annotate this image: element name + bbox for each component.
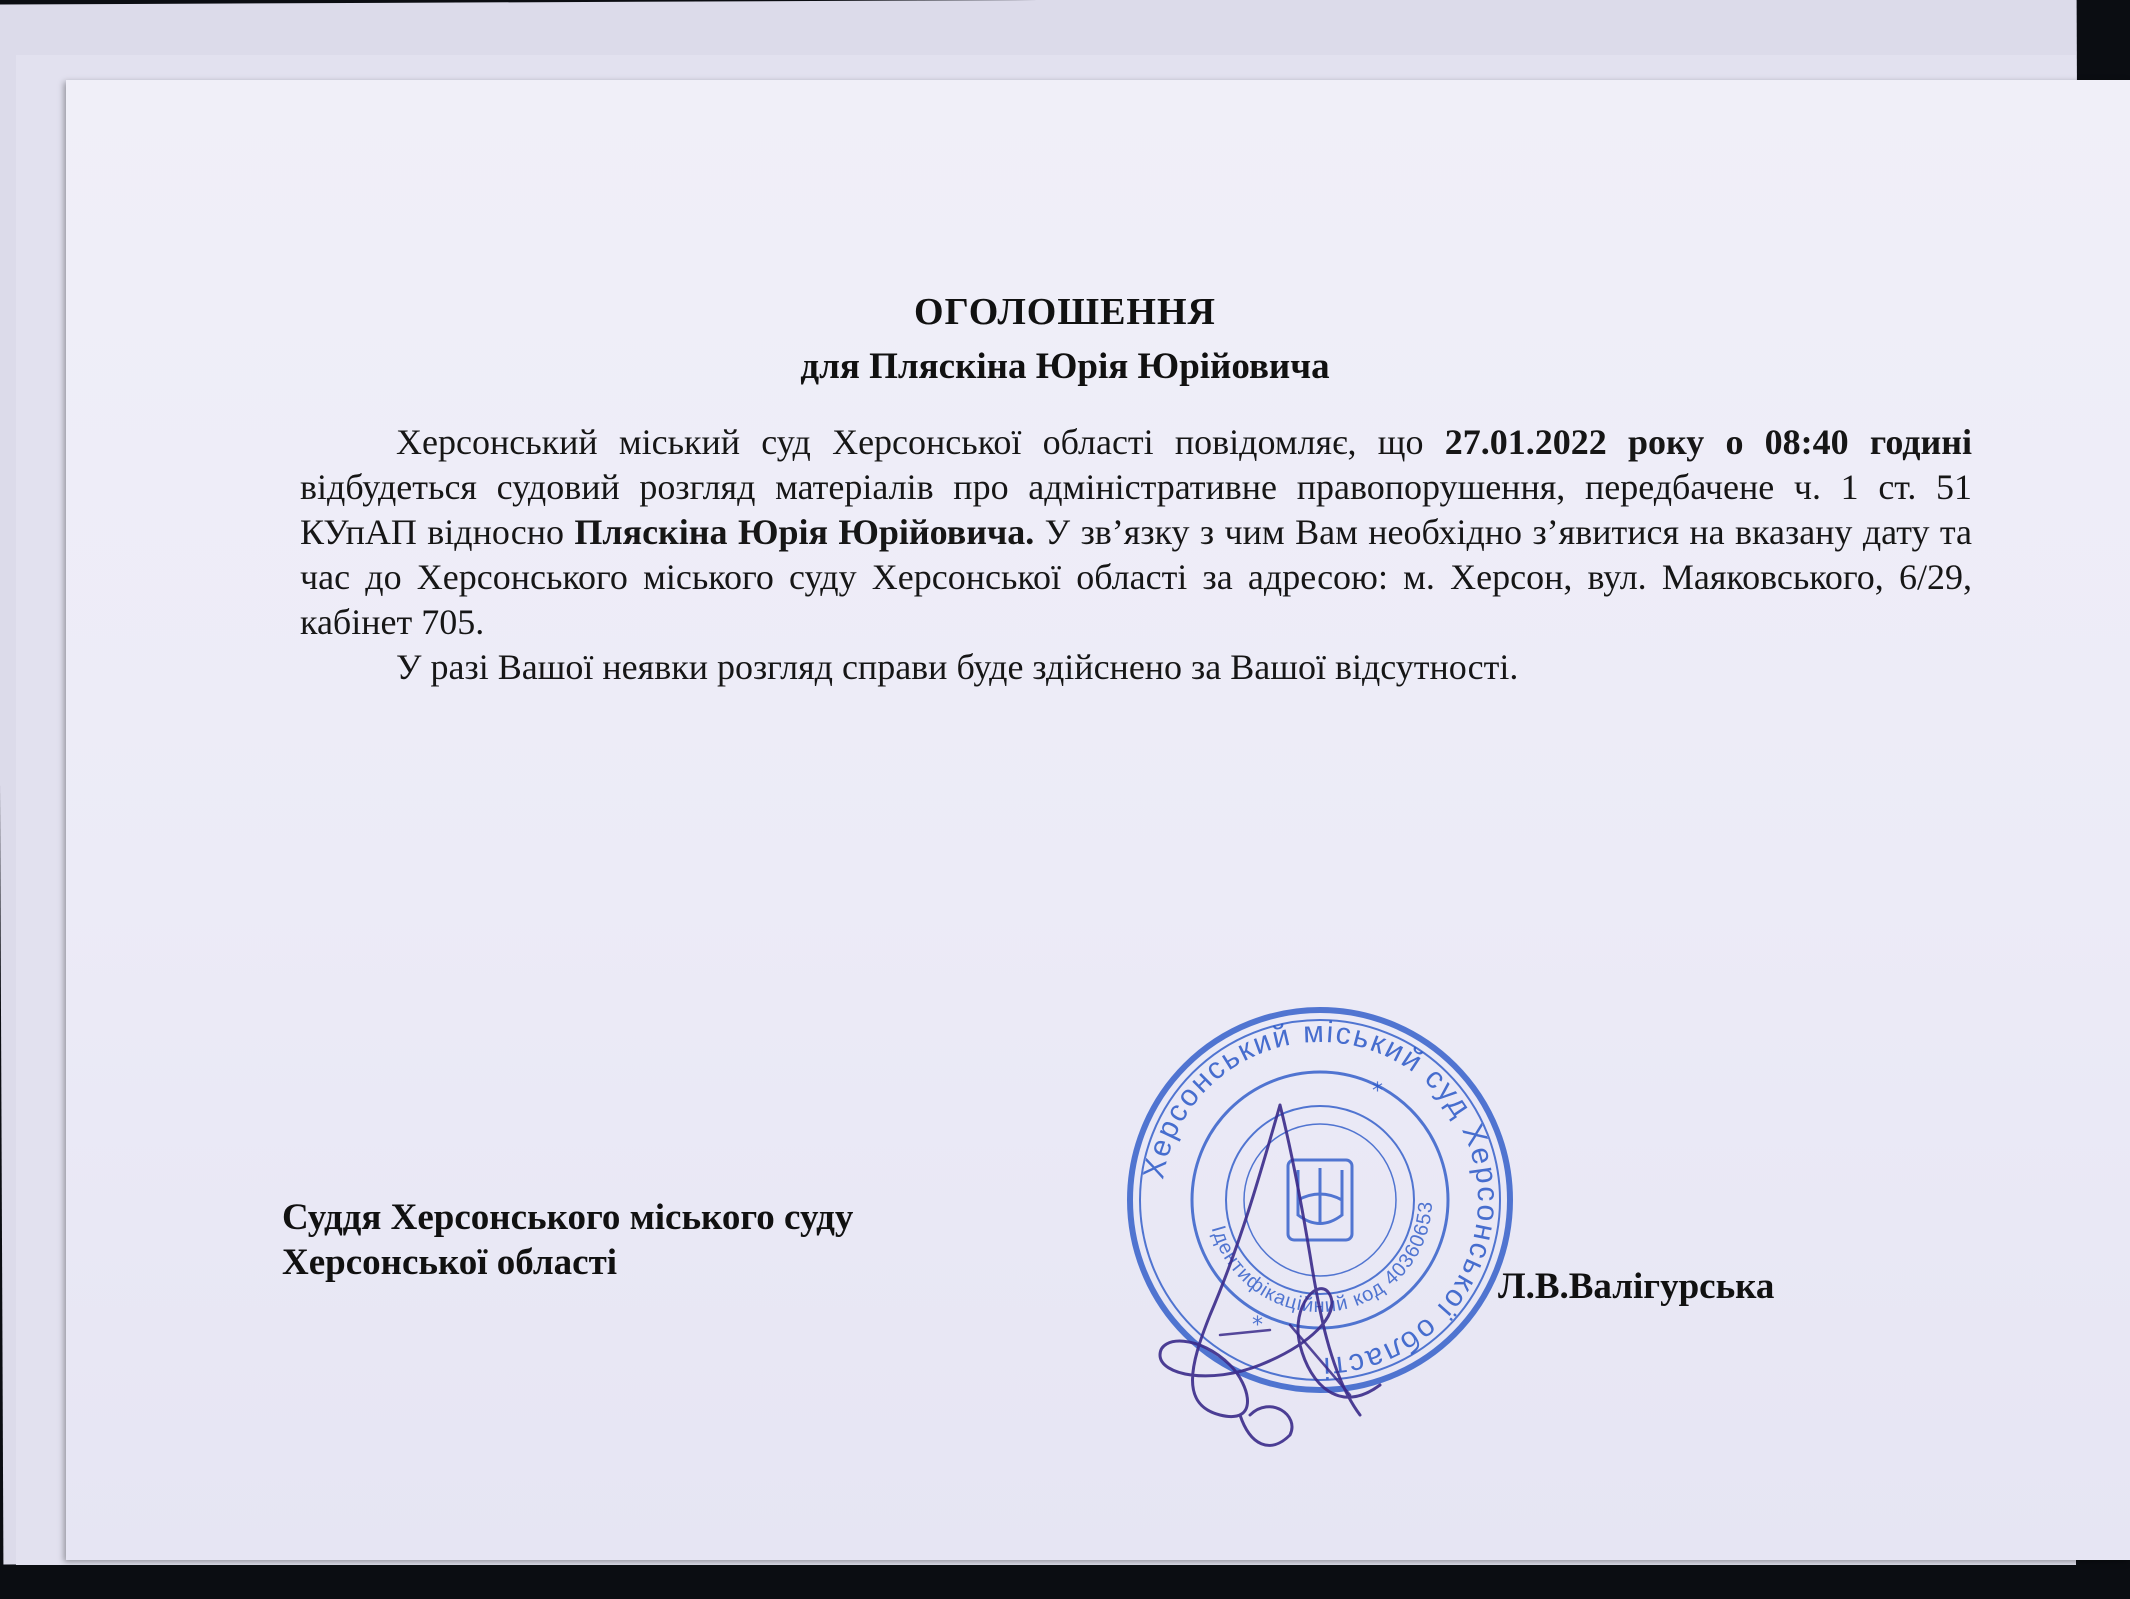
handwritten-signature	[1140, 1085, 1440, 1465]
notice-paragraph-1	[300, 420, 1972, 645]
svg-text:*: *	[1372, 1079, 1383, 1104]
judge-title-line-1: Суддя Херсонського міського суду	[282, 1197, 854, 1238]
seal-outer-text: Херсонський міський суд Херсонської області	[1137, 1015, 1505, 1385]
notice-subtitle: для Пляскіна Юрія Юрійовича	[800, 346, 1330, 387]
p1-text-1: Херсонський міський суд Херсонської області повідомляє, що	[396, 422, 1445, 462]
seal-inner-text: Ідентифікаційний код 40360653	[1206, 1200, 1438, 1318]
notice-title: ОГОЛОШЕННЯ	[914, 291, 1216, 333]
p1-text-2: відбудеться судовий розгляд матеріалів про адміністративне правопорушення, передбачене ч. 1 ст. 51 КУпАП відносно	[300, 467, 1972, 552]
judge-name: Л.В.Валігурська	[1498, 1266, 1775, 1307]
svg-text:*: *	[1252, 1313, 1263, 1338]
judge-title	[282, 1195, 853, 1285]
p1-text-3: У зв’язку з чим Вам необхідно з’явитися на вказану дату та час до Херсонського міського суду Херсонської області за адресою: м. Херсон, вул. Маяковського, 6/29, кабінет 705.	[300, 512, 1973, 642]
hearing-datetime: 27.01.2022 року о 08:40 годині	[1444, 422, 1973, 462]
notice-paragraph-2: У разі Вашої неявки розгляд справи буде здійснено за Вашої відсутності.	[396, 647, 1519, 687]
notice-body	[300, 420, 1972, 690]
defendant-name: Пляскіна Юрія Юрійовича.	[574, 512, 1035, 552]
judge-title-line-2: Херсонської області	[282, 1242, 618, 1283]
